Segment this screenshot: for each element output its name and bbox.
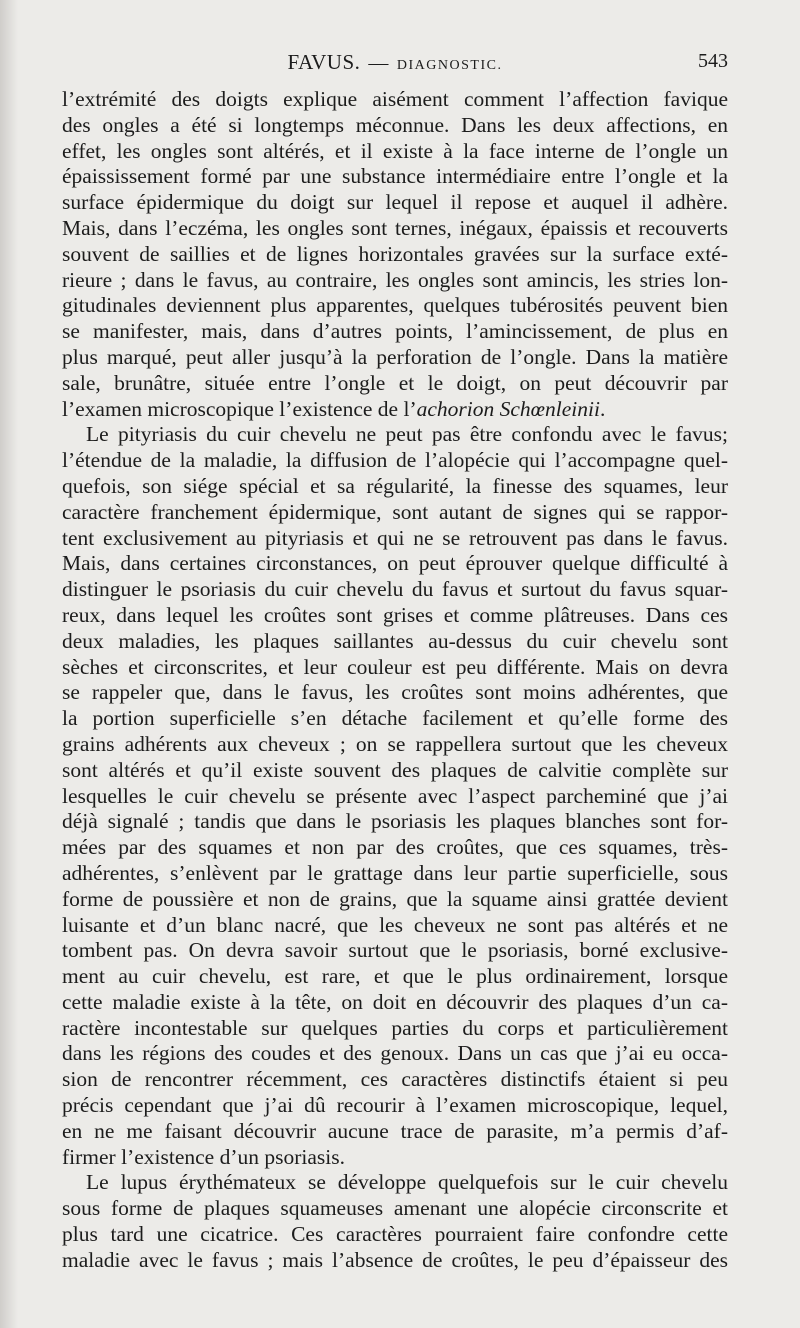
text-line: adhérentes, s’enlèvent par le grattage dans leur partie superficielle, sous (62, 860, 728, 885)
running-head (62, 50, 728, 80)
text-line: maladie avec le favus ; mais l’absence de croûtes, le peu d’épaisseur des (62, 1247, 728, 1272)
text-line: quefois, son siége spécial et sa régularité, la finesse des squames, leur (62, 473, 728, 498)
title-separator: — (368, 52, 389, 74)
section-title: DIAGNOSTIC. (396, 58, 503, 73)
text-line: plus marqué, peut aller jusqu’à la perforation de l’ongle. Dans la matière (62, 344, 728, 369)
text-line: deux maladies, les plaques saillantes au-dessus du cuir chevelu sont (62, 628, 728, 653)
text-line: Mais, dans l’eczéma, les ongles sont ternes, inégaux, épaissis et recouverts (62, 215, 728, 240)
paragraph-2 (62, 422, 728, 1170)
text-line: sion de rencontrer récemment, ces caractères distinctifs étaient si peu (62, 1067, 728, 1092)
text-line: ractère incontestable sur quelques parties du corps et particulièrement (62, 1015, 728, 1040)
text-line: rieure ; dans le favus, au contraire, les ongles sont amincis, les stries lon- (62, 267, 728, 292)
text-line: firmer l’existence d’un psoriasis. (62, 1144, 345, 1169)
text-line: mées par des squames et non par des croûtes, que ces squames, très- (62, 835, 728, 860)
text-line: sale, brunâtre, située entre l’ongle et le doigt, on peut découvrir par (62, 370, 728, 395)
text-line: la portion superficielle s’en détache facilement et qu’elle forme des (62, 706, 728, 731)
text-line: tent exclusivement au pityriasis et qui ne se retrouvent pas dans le favus. (62, 525, 728, 550)
paragraph-1 (62, 87, 728, 422)
text-line: grains adhérents aux cheveux ; on se rappellera surtout que les cheveux (62, 731, 728, 756)
text-line: épaississement formé par une substance intermédiaire entre l’ongle et la (62, 164, 728, 189)
page-edge-shadow (0, 0, 18, 1328)
text-line: cette maladie existe à la tête, on doit en découvrir des plaques d’un ca- (62, 989, 728, 1014)
text-line: lesquelles le cuir chevelu se présente avec l’aspect parcheminé que j’ai (62, 783, 728, 808)
text-line: tombent pas. On devra savoir surtout que le psoriasis, borné exclusive- (62, 938, 728, 963)
text-line: précis cependant que j’ai dû recourir à l’examen microscopique, lequel, (62, 1093, 728, 1118)
text-line: surface épidermique du doigt sur lequel il repose et auquel il adhère. (62, 190, 728, 215)
text-line: souvent de saillies et de lignes horizontales gravées sur la surface exté- (62, 241, 728, 266)
text-line: sont altérés et qu’il existe souvent des plaques de calvitie complète sur (62, 757, 728, 782)
text-line: luisante et d’un blanc nacré, que les cheveux ne sont pas altérés et ne (62, 912, 728, 937)
species-name-italic: achorion Schœnleinii (416, 396, 600, 421)
text-line: ment au cuir chevelu, est rare, et que le plus ordinairement, lorsque (62, 964, 728, 989)
text-line: Mais, dans certaines circonstances, on peut éprouver quelque difficulté à (62, 551, 728, 576)
text-line: dans les régions des coudes et des genoux. Dans un cas que j’ai eu occa- (62, 1041, 728, 1066)
text-line: des ongles a été si longtemps méconnue. Dans les deux affections, en (62, 112, 728, 137)
text-line: déjà signalé ; tandis que dans le psoriasis les plaques blanches sont for- (62, 809, 728, 834)
text-line: plus tard une cicatrice. Ces caractères pourraient faire confondre cette (62, 1222, 728, 1247)
text-line: forme de poussière et non de grains, que la squame ainsi grattée devient (62, 886, 728, 911)
text-line: effet, les ongles sont altérés, et il existe à la face interne de l’ongle un (62, 138, 728, 163)
chapter-title: FAVUS. (287, 50, 361, 74)
text-run: l’examen microscopique l’existence de l’ (62, 396, 417, 421)
body-text (62, 87, 728, 1274)
text-run: . (599, 396, 606, 421)
text-line: sèches et circonscrites, et leur couleur est peu différente. Mais on devra (62, 654, 728, 679)
text-line: l’étendue de la maladie, la diffusion de l’alopécie qui l’accompagne quel- (62, 448, 728, 473)
running-title (62, 50, 728, 75)
text-line: Le lupus érythémateux se développe quelquefois sur le cuir chevelu (86, 1170, 728, 1195)
text-line: caractère franchement épidermique, sont autant de signes qui se rappor- (62, 499, 728, 524)
paragraph-3 (62, 1170, 728, 1273)
text-line: gitudinales deviennent plus apparentes, quelques tubérosités peuvent bien (62, 293, 728, 318)
text-line: reux, dans lequel les croûtes sont grises et comme plâtreuses. Dans ces (62, 602, 728, 627)
text-line: se rappeler que, dans le favus, les croûtes sont moins adhérentes, que (62, 680, 728, 705)
text-line: Le pityriasis du cuir chevelu ne peut pas être confondu avec le favus; (86, 422, 728, 447)
page-number: 543 (698, 50, 728, 72)
text-line: se manifester, mais, dans d’autres points, l’amincissement, de plus en (62, 319, 728, 344)
text-line (62, 397, 728, 423)
text-line: l’extrémité des doigts explique aisément comment l’affection favique (62, 87, 728, 111)
text-line: distinguer le psoriasis du cuir chevelu du favus et surtout du favus squar- (62, 577, 728, 602)
text-line: sous forme de plaques squameuses amenant une alopécie circonscrite et (62, 1196, 728, 1221)
text-line: en ne me faisant découvrir aucune trace de parasite, m’a permis d’af- (62, 1118, 728, 1143)
